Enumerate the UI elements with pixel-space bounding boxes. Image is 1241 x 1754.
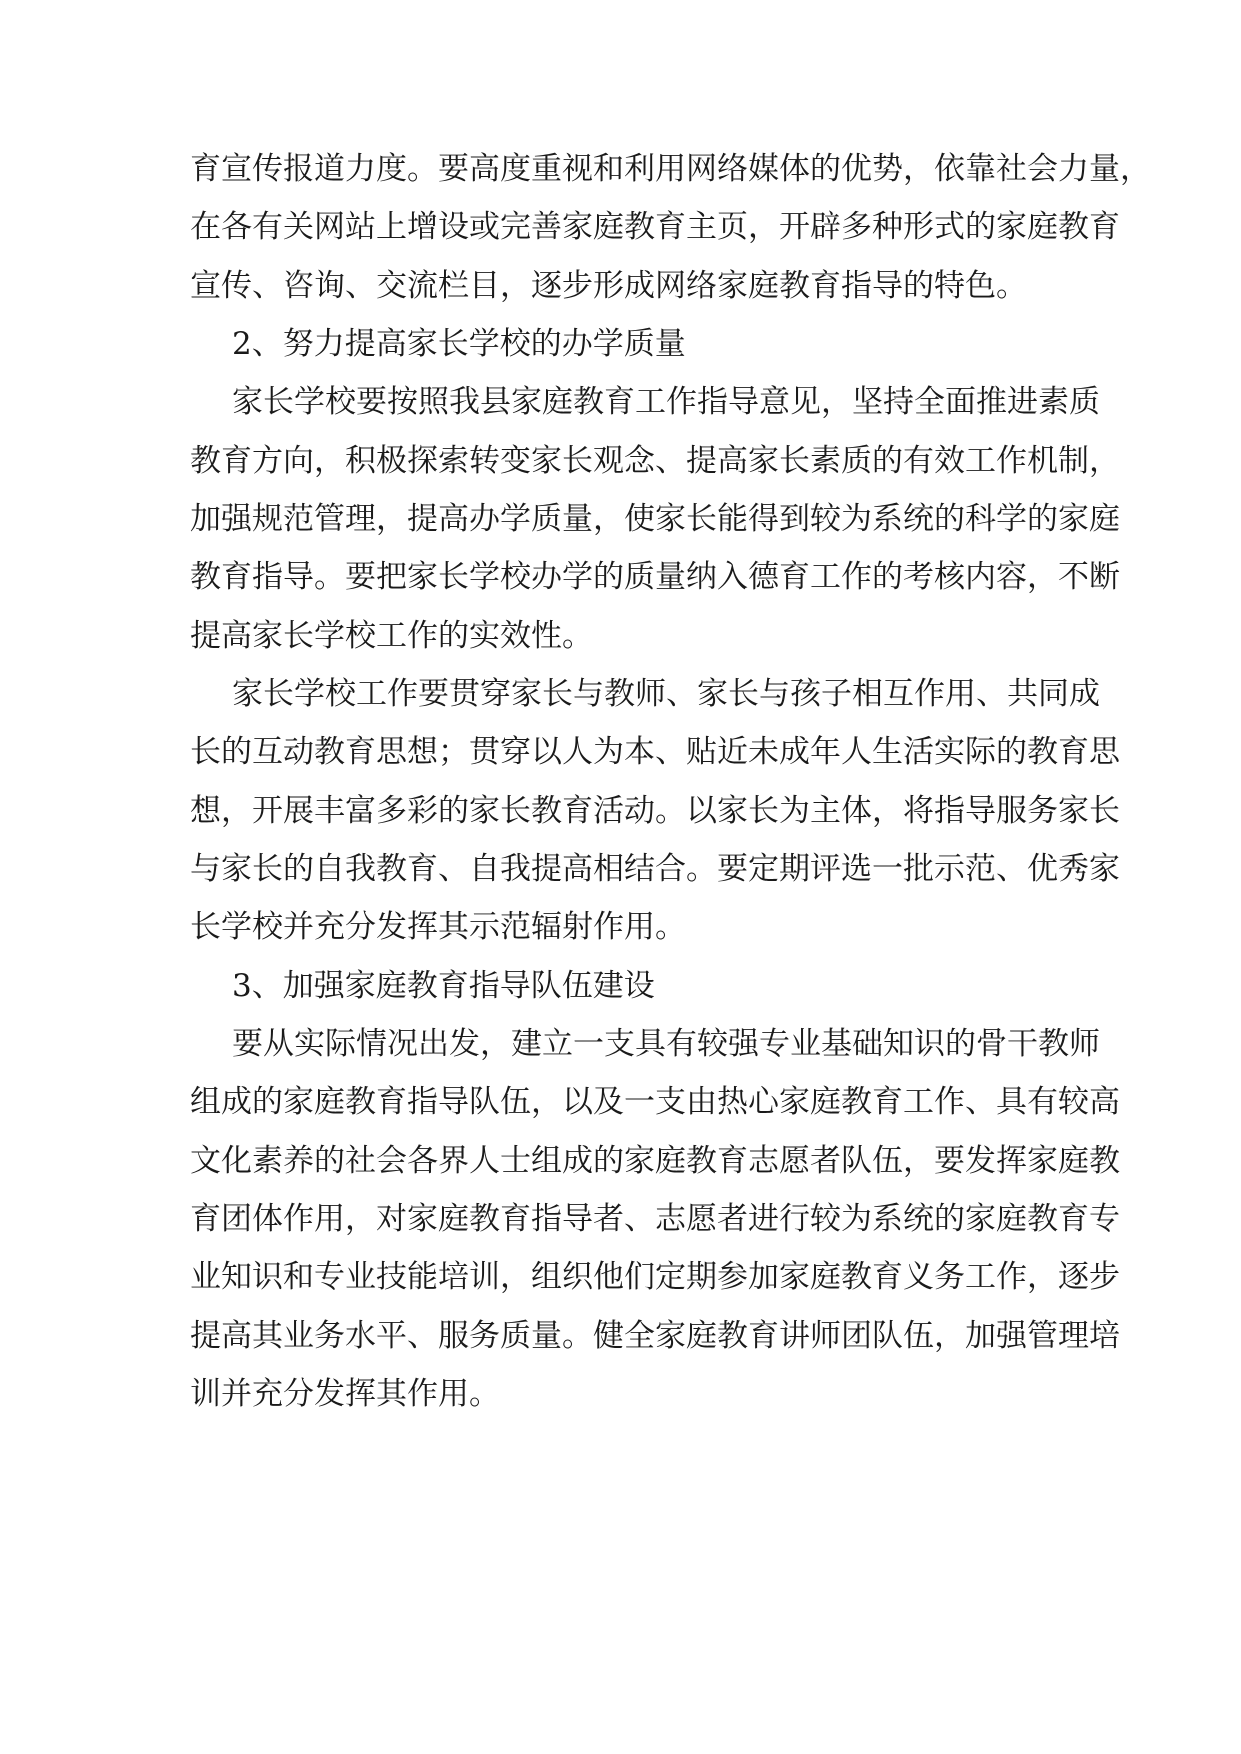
text-line: 教育方向，积极探索转变家长观念、提高家长素质的有效工作机制， bbox=[190, 443, 1120, 479]
section-heading: 2、努力提高家长学校的办学质量 bbox=[232, 326, 686, 362]
text-line: 加强规范管理，提高办学质量，使家长能得到较为系统的科学的家庭 bbox=[190, 501, 1120, 537]
text-line: 文化素养的社会各界人士组成的家庭教育志愿者队伍，要发挥家庭教 bbox=[190, 1143, 1120, 1179]
text-line: 家长学校要按照我县家庭教育工作指导意见，坚持全面推进素质 bbox=[232, 384, 1100, 420]
text-line: 与家长的自我教育、自我提高相结合。要定期评选一批示范、优秀家 bbox=[190, 851, 1120, 887]
text-line: 提高其业务水平、服务质量。健全家庭教育讲师团队伍，加强管理培 bbox=[190, 1318, 1120, 1354]
text-line: 业知识和专业技能培训，组织他们定期参加家庭教育义务工作，逐步 bbox=[190, 1259, 1120, 1295]
text-line: 要从实际情况出发，建立一支具有较强专业基础知识的骨干教师 bbox=[232, 1026, 1100, 1062]
text-line: 长的互动教育思想；贯穿以人为本、贴近未成年人生活实际的教育思 bbox=[190, 734, 1120, 770]
text-line: 在各有关网站上增设或完善家庭教育主页，开辟多种形式的家庭教育 bbox=[190, 209, 1120, 245]
text-line: 育宣传报道力度。要高度重视和利用网络媒体的优势，依靠社会力量， bbox=[190, 151, 1151, 187]
section-heading: 3、加强家庭教育指导队伍建设 bbox=[232, 968, 655, 1004]
text-line: 想，开展丰富多彩的家长教育活动。以家长为主体，将指导服务家长 bbox=[190, 793, 1120, 829]
text-line: 家长学校工作要贯穿家长与教师、家长与孩子相互作用、共同成 bbox=[232, 676, 1100, 712]
text-line: 提高家长学校工作的实效性。 bbox=[190, 618, 593, 654]
text-line: 育团体作用，对家庭教育指导者、志愿者进行较为系统的家庭教育专 bbox=[190, 1201, 1120, 1237]
text-line: 教育指导。要把家长学校办学的质量纳入德育工作的考核内容，不断 bbox=[190, 559, 1120, 595]
text-line: 组成的家庭教育指导队伍，以及一支由热心家庭教育工作、具有较高 bbox=[190, 1084, 1120, 1120]
text-line: 训并充分发挥其作用。 bbox=[190, 1376, 500, 1412]
text-line: 宣传、咨询、交流栏目，逐步形成网络家庭教育指导的特色。 bbox=[190, 268, 1027, 304]
text-line: 长学校并充分发挥其示范辐射作用。 bbox=[190, 909, 686, 945]
